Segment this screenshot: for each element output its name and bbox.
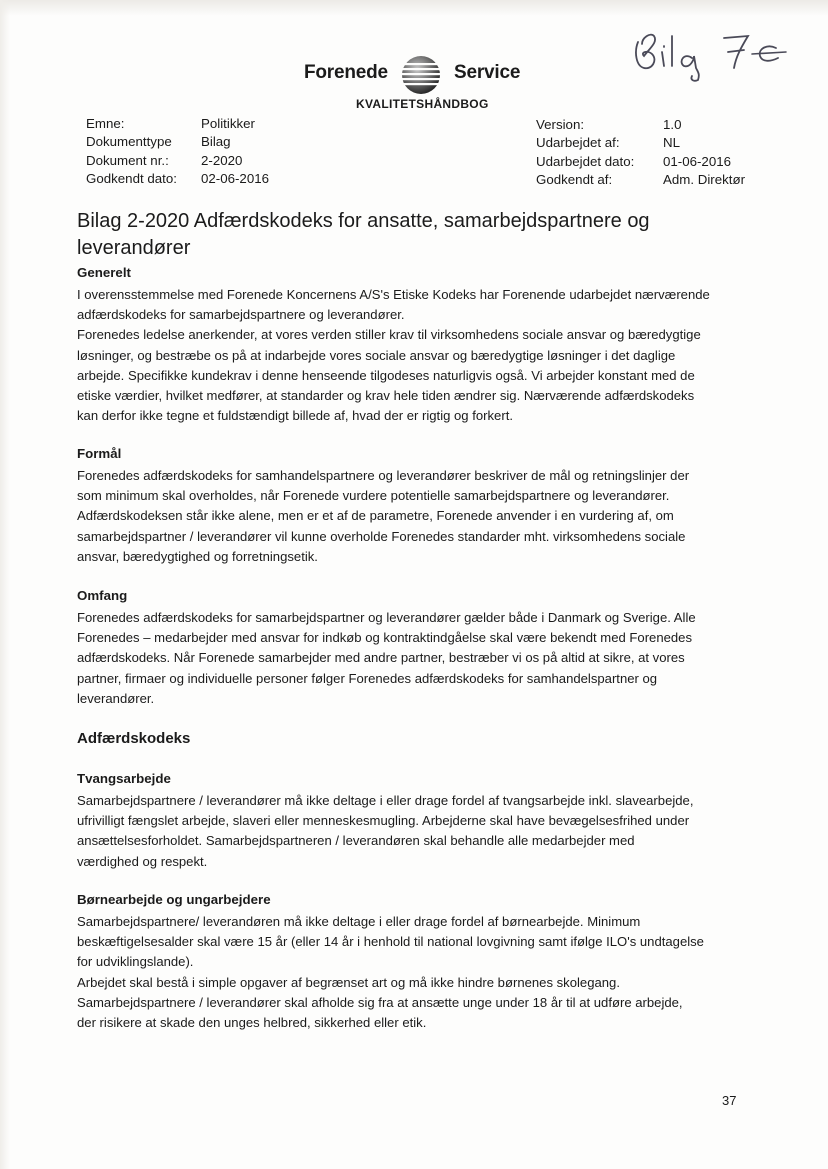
section-body-omfang xyxy=(77,608,767,709)
text-line: kan derfor ikke tegne et fuldstændigt billede af, hvad der er rigtig og forkert. xyxy=(77,408,513,424)
page-number: 37 xyxy=(722,1093,737,1108)
meta-key: Godkendt dato: xyxy=(86,170,177,186)
meta-row-version xyxy=(536,116,776,134)
scan-shadow-top xyxy=(0,0,828,16)
text-line: ufrivilligt fængslet arbejde, slaveri eller menneskesmugling. Arbejderne skal have bevægelsesfrihed under xyxy=(77,813,690,829)
text-line: for udviklingslande). xyxy=(77,954,194,970)
meta-key: Dokumenttype xyxy=(86,134,172,150)
section-heading-adfaerdskodeks: Adfærdskodeks xyxy=(77,730,191,747)
logo-text-left: Forenede xyxy=(304,62,388,83)
meta-row-docnumber xyxy=(86,152,316,170)
text-line: leverandører. xyxy=(77,690,155,706)
text-line: Arbejdet skal bestå i simple opgaver af begrænset art og må ikke hindre børnenes skolegang. xyxy=(77,974,620,990)
text-line: partner, firmaer og individuelle personer følger Forenedes adfærdskodeks for samhandelspartner og xyxy=(77,670,658,686)
text-line: Adfærdskodeksen står ikke alene, men er et af de parametre, Forenede anvender i en vurdering af, om xyxy=(77,508,674,524)
text-line: I overensstemmelse med Forenede Koncernens A/S's Etiske Kodeks har Forenende udarbejdet nærværende xyxy=(77,287,710,302)
meta-row-approved-by xyxy=(536,171,776,189)
title-line: leverandører xyxy=(77,237,191,259)
meta-key: Version: xyxy=(536,117,585,132)
text-line: Forenedes adfærdskodeks for samhandelspartnere og leverandører beskriver de mål og retningslinjer der xyxy=(77,468,690,483)
logo-subtitle: KVALITETSHÅNDBOG xyxy=(356,97,489,111)
meta-value: Bilag xyxy=(201,134,231,150)
text-line: beskæftigelsesalder skal være 15 år (eller 14 år i henhold til national lovgivning samt ifølge ILO's undtagelse xyxy=(77,934,704,950)
meta-value: Adm. Direktør xyxy=(663,171,746,187)
text-line: der risikere at skade den unges helbred, sikkerhed eller etik. xyxy=(77,1015,427,1031)
section-body-formaal xyxy=(77,466,767,567)
logo-globe-icon xyxy=(400,54,442,96)
text-line: samarbejdspartner / leverandører vil kunne overholde Forenedes standarder mht. virksomhedens sociale xyxy=(77,528,686,544)
meta-key: Udarbejdet af: xyxy=(536,135,620,151)
section-body-boernearbejde xyxy=(77,912,767,1033)
section-heading-omfang: Omfang xyxy=(77,588,128,603)
section-body-tvangsarbejde xyxy=(77,791,767,872)
meta-value: 1.0 xyxy=(663,117,682,132)
text-line: Forenedes ledelse anerkender, at vores verden stiller krav til virksomhedens sociale ansvar og bæredygtige xyxy=(77,327,701,343)
text-line: Samarbejdspartnere/ leverandøren må ikke deltage i eller drage fordel af børnearbejde. Minimum xyxy=(77,914,641,929)
text-line: ansættelsesforholdet. Samarbejdspartneren / leverandøren skal behandle alle medarbejder med xyxy=(77,833,635,849)
section-body-generelt xyxy=(77,285,767,426)
meta-row-prepared-by xyxy=(536,134,776,152)
text-line: løsninger, og bestræbe os på at indarbejde vores sociale ansvar og bæredygtige løsninger i det daglige xyxy=(77,347,676,363)
logo-text-right: Service xyxy=(454,62,521,83)
section-heading-generelt: Generelt xyxy=(77,265,131,280)
handwritten-annotation xyxy=(626,22,796,82)
text-line: ansvar, bæredygtighed og forretningsetik. xyxy=(77,548,318,564)
document-meta-left xyxy=(86,115,316,188)
meta-key: Godkendt af: xyxy=(536,171,613,187)
text-line: adfærdskodeks. Når Forenede samarbejder med andre partner, bestræber vi os på altid at sikre, at vores xyxy=(77,650,685,666)
meta-row-prepared-date xyxy=(536,153,776,171)
meta-key: Emne: xyxy=(86,116,125,131)
meta-value: Politikker xyxy=(201,116,255,131)
meta-key: Dokument nr.: xyxy=(86,152,169,168)
meta-value: NL xyxy=(663,135,680,151)
text-line: Samarbejdspartnere / leverandører skal afholde sig fra at ansætte unge under 18 år til at udføre arbejde, xyxy=(77,994,683,1010)
document-title xyxy=(77,208,717,262)
section-heading-formaal: Formål xyxy=(77,446,122,461)
text-line: værdighed og respekt. xyxy=(77,853,208,869)
text-line: Samarbejdspartnere / leverandører må ikke deltage i eller drage fordel af tvangsarbejde inkl. slavearbejde, xyxy=(77,793,694,808)
meta-value: 2-2020 xyxy=(201,152,243,168)
meta-row-subject xyxy=(86,115,316,133)
meta-row-approved-date xyxy=(86,170,316,188)
meta-key: Udarbejdet dato: xyxy=(536,153,635,169)
title-line: Bilag 2-2020 Adfærdskodeks for ansatte, samarbejdspartnere og xyxy=(77,210,650,232)
meta-value: 01-06-2016 xyxy=(663,153,732,169)
meta-row-doctype xyxy=(86,133,316,151)
text-line: Forenedes – medarbejder med ansvar for indkøb og kontraktindgåelse skal være bekendt med Forenedes xyxy=(77,630,693,646)
scan-shadow-left xyxy=(0,0,10,1169)
company-logo xyxy=(304,52,544,112)
text-line: adfærdskodeks for samarbejdspartnere og leverandører. xyxy=(77,307,405,323)
section-heading-boernearbejde: Børnearbejde og ungarbejdere xyxy=(77,892,271,907)
text-line: Forenedes adfærdskodeks for samarbejdspartner og leverandører gælder både i Danmark og Sverige. Alle xyxy=(77,610,696,625)
text-line: etiske værdier, hvilket medfører, at standarder og krav hele tiden ændrer sig. Nærværende adfærdskodeks xyxy=(77,388,695,404)
text-line: arbejde. Specifikke kundekrav i denne henseende tilgodeses naturligvis også. Vi arbejder konstant med de xyxy=(77,367,695,383)
document-meta-right xyxy=(536,116,776,189)
text-line: som minimum skal overholdes, når Forenede vurdere potentielle samarbejdspartnere og leverandører. xyxy=(77,488,670,504)
meta-value: 02-06-2016 xyxy=(201,170,270,186)
section-heading-tvangsarbejde: Tvangsarbejde xyxy=(77,771,171,786)
